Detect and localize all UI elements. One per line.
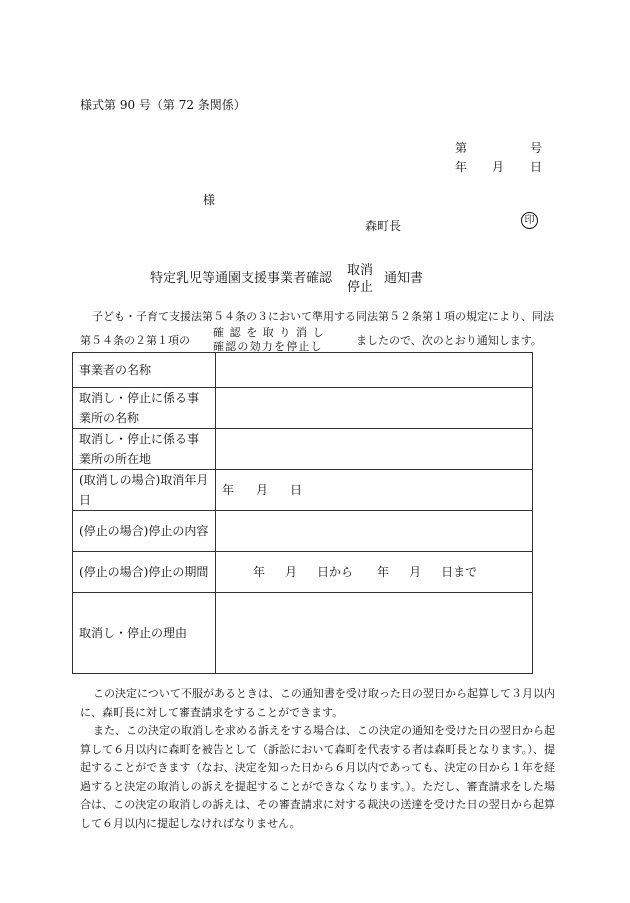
doc-date-year: 年: [455, 160, 468, 174]
table-row: [73, 429, 533, 470]
row-value[interactable]: [216, 388, 533, 429]
intro-option-suspend: 確認の効力を停止し: [213, 340, 323, 353]
issuer-name: 森町長: [365, 219, 402, 233]
form-number: 様式第 90 号（第 72 条関係）: [80, 98, 246, 112]
table-row: [73, 511, 533, 552]
table-row: [73, 388, 533, 429]
row-label: 事業者の名称: [73, 353, 216, 388]
doc-number-suffix: 号: [530, 141, 543, 155]
period-start-day: 日から: [317, 565, 354, 579]
doc-date-month: 月: [492, 160, 505, 174]
row-value[interactable]: [216, 593, 533, 674]
date-month: 月: [256, 483, 269, 497]
lawsuit-note: [80, 722, 555, 834]
suspension-period-value[interactable]: [216, 552, 533, 593]
appeal-note: [80, 685, 555, 722]
details-table: [72, 352, 533, 674]
period-start-month: 月: [285, 565, 298, 579]
appeal-note-text: この決定について不服があるときは、この通知書を受け取った日の翌日から起算して３月以内に、森町長に対して審査請求をすることができます。: [80, 687, 555, 719]
row-value[interactable]: [216, 353, 533, 388]
document-title: 特定乳児等通園支援事業者確認: [150, 271, 333, 286]
period-end-day: 日まで: [441, 565, 478, 579]
table-row: [73, 552, 533, 593]
lawsuit-note-text: また、この決定の取消しを求める訴えをする場合は、この決定の通知を受けた日の翌日から起算して６月以内に森町を被告として（訴訟において森町を代表する者は森町長となります。）、提起することができます（なお、決定を知った日から６月以内であっても、決定の日から１年を経過すると決定の取消しの訴えを提起することができなくなります。）。ただし、審査請求をした場合は、この決定の取消しの訴えは、その審査請求に対する裁決の送達を受けた日の翌日から起算して６月以内に提起しなければなりません。: [80, 724, 555, 830]
row-label: (取消しの場合)取消年月日: [73, 470, 216, 511]
seal-mark: 印: [521, 212, 538, 229]
intro-line-2-head: 第５４条の２第１項の: [80, 334, 190, 347]
row-label: (停止の場合)停止の期間: [73, 552, 216, 593]
table-row: [73, 353, 533, 388]
intro-line-1: 子ども・子育て支援法第５４条の３において準用する同法第５２条第１項の規定により、同法: [92, 310, 554, 323]
date-year: 年: [222, 483, 235, 497]
doc-number-prefix: 第: [455, 141, 468, 155]
row-label: (停止の場合)停止の内容: [73, 511, 216, 552]
date-day: 日: [290, 483, 303, 497]
addressee-suffix: 様: [203, 193, 216, 207]
period-start-year: 年: [253, 565, 266, 579]
title-option-suspend: 停止: [347, 280, 374, 295]
period-end-year: 年: [377, 565, 390, 579]
row-value[interactable]: [216, 511, 533, 552]
intro-option-cancel: 確認を取り消し: [213, 326, 330, 339]
title-option-cancel: 取消: [347, 263, 374, 278]
row-label: 取消し・停止に係る事業所の名称: [73, 388, 216, 429]
table-row: [73, 470, 533, 511]
row-label: 取消し・停止の理由: [73, 593, 216, 674]
intro-line-2-tail: ましたので、次のとおり通知します。: [356, 334, 542, 347]
table-row: [73, 593, 533, 674]
doc-date-day: 日: [530, 160, 543, 174]
row-value[interactable]: [216, 429, 533, 470]
cancel-date-value[interactable]: [216, 470, 533, 511]
document-title-tail: 通知書: [384, 271, 424, 286]
period-end-month: 月: [409, 565, 422, 579]
row-label: 取消し・停止に係る事業所の所在地: [73, 429, 216, 470]
